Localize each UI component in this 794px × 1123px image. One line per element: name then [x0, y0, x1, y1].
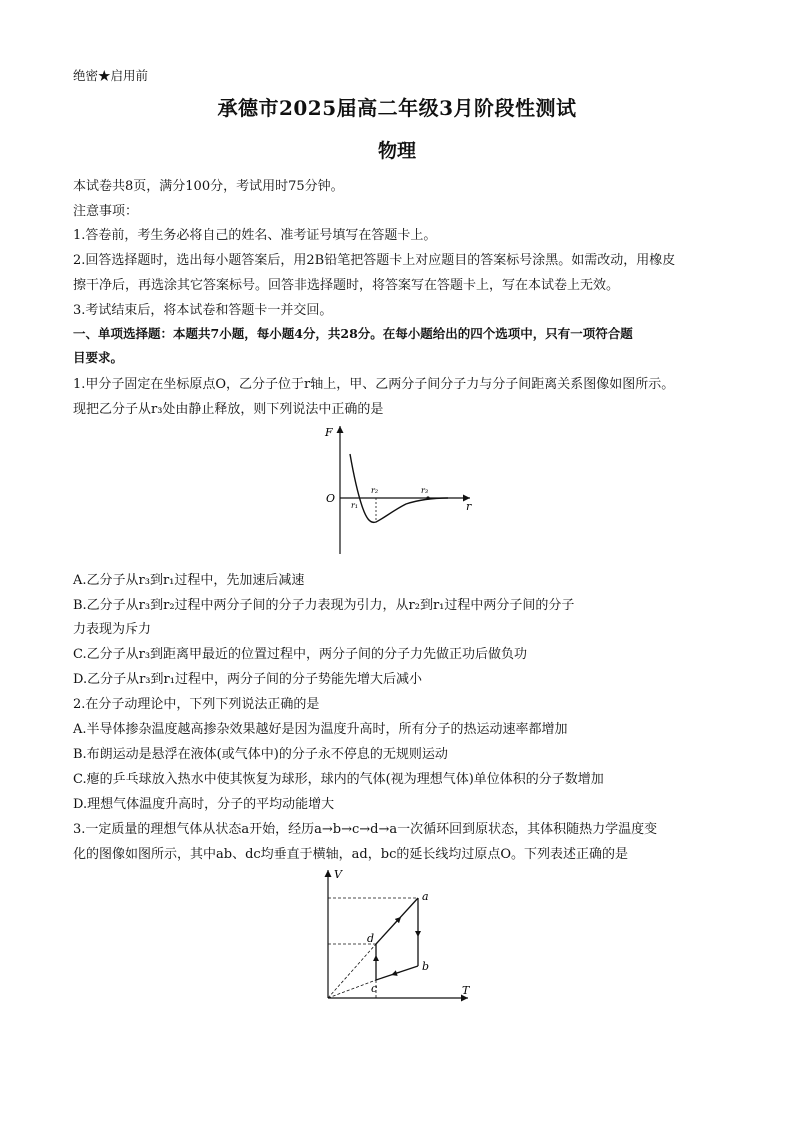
- q2-option-b: B.布朗运动是悬浮在液体(或气体中)的分子永不停息的无规则运动: [73, 747, 448, 762]
- q3-label-d: d: [367, 932, 375, 945]
- q1-label-r3: r₃: [421, 486, 429, 495]
- q3-stem-cont: 化的图像如图所示，其中ab、dc均垂直于横轴，ad，bc的延长线均过原点O。下列表述正确的是: [73, 847, 629, 862]
- q3-arrow-bc: [394, 972, 400, 974]
- q2-option-a: A.半导体掺杂温度越高掺杂效果越好是因为温度升高时，所有分子的热运动速率都增加: [73, 722, 568, 737]
- q3-stem: 3.一定质量的理想气体从状态a开始，经历a→b→c→d→a一次循环回到原状态，其体积随热力学温度变: [73, 822, 658, 837]
- q1-label-f: F: [325, 426, 333, 439]
- q3-label-t: T: [462, 984, 470, 997]
- q3-extension-ad: [328, 944, 376, 998]
- q1-force-distance-graph: [310, 422, 480, 558]
- q2-option-d: D.理想气体温度升高时，分子的平均动能增大: [73, 797, 335, 812]
- q1-r3-point: [426, 496, 429, 499]
- q3-arrow-da: [394, 919, 399, 924]
- q1-option-b-cont: 力表现为斥力: [73, 622, 152, 637]
- q1-option-c: C.乙分子从r₃到距离甲最近的位置过程中，两分子间的分子力先做正功后做负功: [73, 647, 528, 662]
- q1-option-b: B.乙分子从r₃到r₂过程中两分子间的分子力表现为引力，从r₂到r₁过程中两分子间的分子: [73, 598, 575, 613]
- q1-label-r2: r₂: [371, 486, 379, 495]
- q3-label-v: V: [334, 868, 342, 881]
- q2-option-c: C.瘪的乒乓球放入热水中使其恢复为球形，球内的气体(视为理想气体)单位体积的分子数增加: [73, 772, 604, 787]
- secret-mark: 绝密★启用前: [73, 68, 149, 83]
- q1-stem-cont: 现把乙分子从r₃处由静止释放，则下列说法中正确的是: [73, 402, 384, 417]
- notice-title: 注意事项：: [73, 204, 139, 219]
- q1-force-curve: [350, 454, 448, 522]
- notice-item-3: 3.考试结束后，将本试卷和答题卡一并交回。: [73, 303, 333, 318]
- q3-volume-temperature-graph: [316, 866, 478, 1006]
- q1-option-a: A.乙分子从r₃到r₁过程中，先加速后减速: [73, 573, 305, 588]
- section1-heading-cont: 目要求。: [73, 350, 124, 365]
- q3-label-b: b: [422, 960, 430, 973]
- section1-heading: 一、单项选择题：本题共7小题，每小题4分，共28分。在每小题给出的四个选项中，只有一项符合题: [73, 326, 633, 341]
- q3-extension-bc: [328, 980, 376, 998]
- q3-label-a: a: [422, 890, 429, 903]
- q1-stem: 1.甲分子固定在坐标原点O，乙分子位于r轴上，甲、乙两分子间分子力与分子间距离关系图像如图所示。: [73, 377, 675, 392]
- notice-item-1: 1.答卷前，考生务必将自己的姓名、准考证号填写在答题卡上。: [73, 228, 437, 243]
- q1-label-origin: O: [326, 492, 336, 505]
- q2-stem: 2.在分子动理论中，下列下列说法正确的是: [73, 697, 320, 712]
- q1-option-d: D.乙分子从r₃到r₁过程中，两分子间的分子势能先增大后减小: [73, 672, 422, 687]
- exam-title: 承德市2025届高二年级3月阶段性测试: [217, 96, 577, 120]
- q1-label-r: r: [466, 500, 472, 513]
- instructions-intro: 本试卷共8页，满分100分，考试用时75分钟。: [73, 179, 344, 194]
- notice-item-2: 2.回答选择题时，选出每小题答案后，用2B铅笔把答题卡上对应题目的答案标号涂黑。如需改动，用橡皮: [73, 253, 676, 268]
- exam-subject: 物理: [377, 140, 416, 162]
- q3-label-c: c: [371, 982, 378, 995]
- q1-label-r1: r₁: [351, 501, 359, 510]
- notice-item-2-cont: 擦干净后，再选涂其它答案标号。回答非选择题时，将答案写在答题卡上，写在本试卷上无效。: [73, 278, 620, 293]
